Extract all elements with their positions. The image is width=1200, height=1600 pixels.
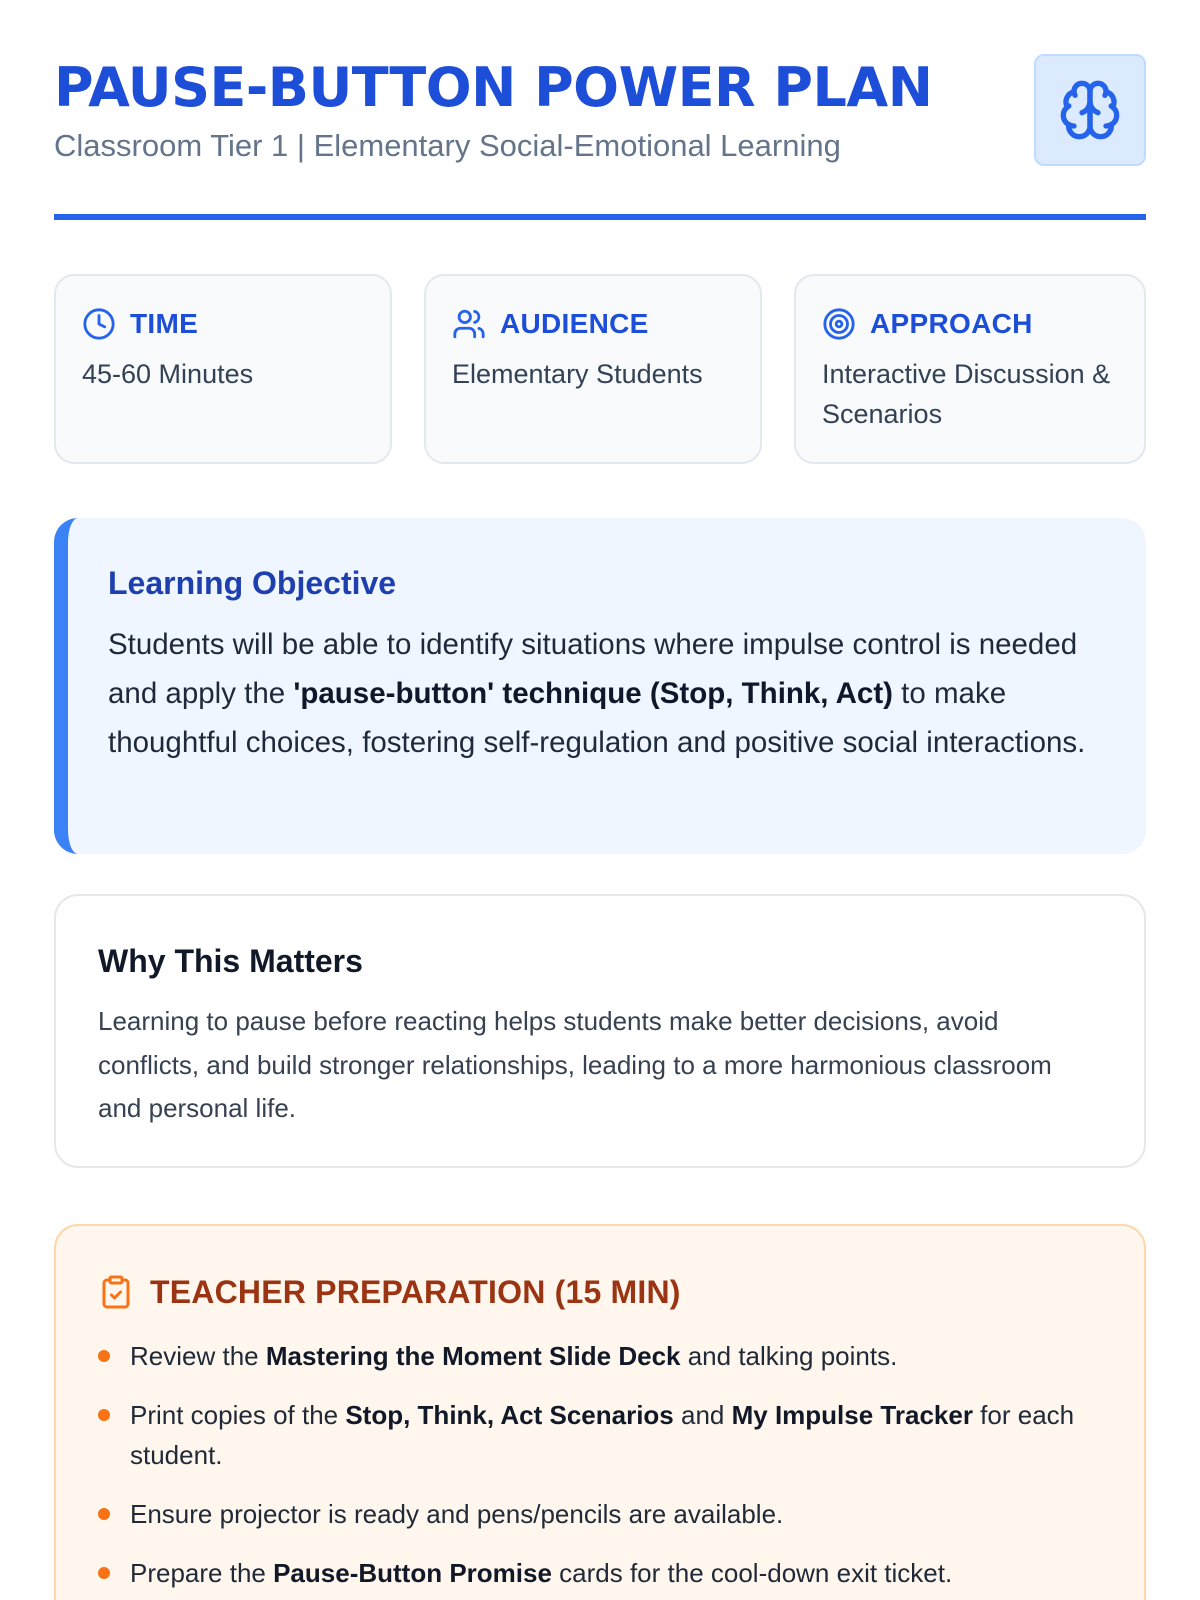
list-item: Prepare the Pause-Button Promise cards for the cool-down exit ticket. — [98, 1553, 1102, 1593]
list-item: Print copies of the Stop, Think, Act Scenarios and My Impulse Tracker for each student. — [98, 1395, 1102, 1475]
learning-objective — [54, 518, 1146, 854]
info-card-audience — [424, 274, 762, 464]
page-header — [54, 52, 1146, 168]
brain-icon — [1034, 54, 1146, 166]
info-value: Interactive Discussion & Scenarios — [822, 359, 1111, 429]
list-item: Review the Mastering the Moment Slide Deck and talking points. — [98, 1336, 1102, 1376]
header-divider — [54, 214, 1146, 220]
info-label: TIME — [130, 308, 199, 339]
prep-list — [98, 1336, 1102, 1593]
info-card-approach — [794, 274, 1146, 464]
info-value: Elementary Students — [452, 359, 703, 389]
clock-icon — [82, 307, 116, 341]
objective-technique: 'pause-button' technique (Stop, Think, Act) — [293, 677, 893, 710]
info-cards — [54, 274, 1146, 464]
page-subtitle: Classroom Tier 1 | Elementary Social-Emotional Learning — [54, 128, 841, 163]
info-card-time — [54, 274, 392, 464]
users-icon — [452, 307, 486, 341]
info-label: AUDIENCE — [500, 308, 649, 339]
objective-text: Students will be able to identify situations where impulse control is needed and apply the 'pause-button' technique (Stop, Think, Act) to make thoughtful choices, fostering self-regulation and positive social interactions. — [108, 628, 1086, 759]
list-item: Ensure projector is ready and pens/pencils are available. — [98, 1494, 1102, 1534]
teacher-preparation — [54, 1224, 1146, 1600]
page-title: PAUSE-BUTTON POWER PLAN — [54, 56, 933, 119]
why-title: Why This Matters — [98, 943, 363, 979]
clipboard-check-icon — [98, 1274, 134, 1310]
objective-title: Learning Objective — [108, 565, 397, 601]
info-label: APPROACH — [870, 308, 1033, 339]
why-text: Learning to pause before reacting helps students make better decisions, avoid conflicts, and build stronger relationships, leading to a more harmonious classroom and personal life. — [98, 1006, 1052, 1123]
why-this-matters — [54, 894, 1146, 1168]
info-value: 45-60 Minutes — [82, 359, 254, 389]
prep-title: TEACHER PREPARATION (15 MIN) — [150, 1273, 681, 1310]
target-icon — [822, 307, 856, 341]
